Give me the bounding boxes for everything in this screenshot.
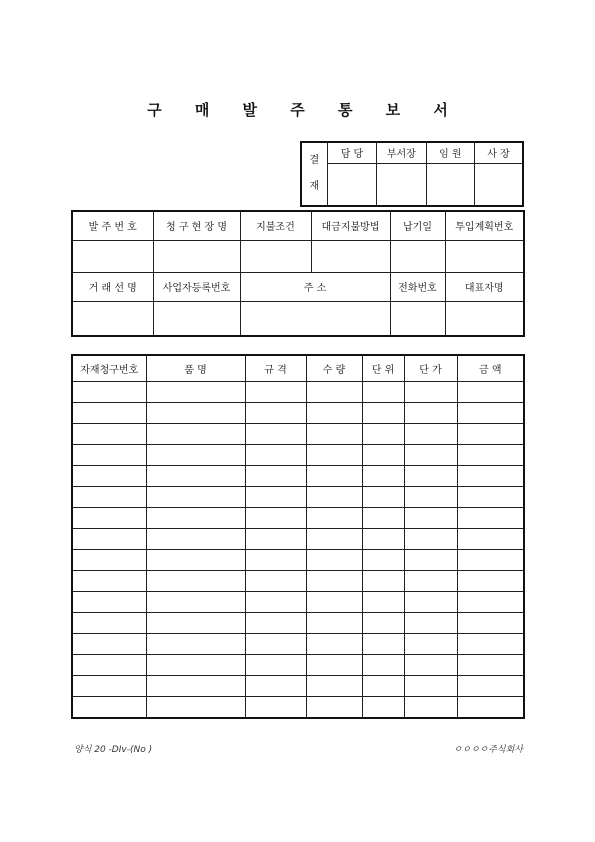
table-cell[interactable] <box>245 508 306 529</box>
approval-sign-staff[interactable] <box>327 163 376 206</box>
col-item-name: 품 명 <box>146 355 245 382</box>
vendor-name-label: 거 래 선 명 <box>72 272 153 301</box>
table-cell[interactable] <box>306 592 362 613</box>
table-row <box>72 508 524 529</box>
table-cell[interactable] <box>362 655 404 676</box>
table-cell[interactable] <box>362 550 404 571</box>
table-cell[interactable] <box>245 466 306 487</box>
representative-field[interactable] <box>445 301 524 336</box>
table-cell[interactable] <box>245 571 306 592</box>
table-cell[interactable] <box>245 592 306 613</box>
business-reg-field[interactable] <box>153 301 240 336</box>
table-cell[interactable] <box>306 508 362 529</box>
table-row <box>72 445 524 466</box>
table-cell[interactable] <box>362 676 404 697</box>
table-cell[interactable] <box>146 634 245 655</box>
table-cell[interactable] <box>306 571 362 592</box>
table-cell[interactable] <box>245 634 306 655</box>
form-code: 양식 20 -DIv-(No ) <box>74 745 153 755</box>
table-cell[interactable] <box>457 487 524 508</box>
table-row <box>72 424 524 445</box>
col-unit-price: 단 가 <box>404 355 457 382</box>
table-cell[interactable] <box>404 592 457 613</box>
table-cell[interactable] <box>245 424 306 445</box>
table-cell[interactable] <box>404 487 457 508</box>
approval-header-president: 사 장 <box>475 142 523 163</box>
table-cell[interactable] <box>72 592 146 613</box>
table-cell[interactable] <box>404 382 457 403</box>
table-cell[interactable] <box>146 571 245 592</box>
table-cell[interactable] <box>404 529 457 550</box>
table-cell[interactable] <box>362 382 404 403</box>
table-cell[interactable] <box>72 550 146 571</box>
payment-method-label: 대금지불방법 <box>311 211 390 240</box>
table-cell[interactable] <box>306 424 362 445</box>
table-cell[interactable] <box>146 487 245 508</box>
table-cell[interactable] <box>146 403 245 424</box>
table-cell[interactable] <box>146 655 245 676</box>
table-cell[interactable] <box>457 634 524 655</box>
payment-method-field[interactable] <box>311 240 390 272</box>
table-cell[interactable] <box>404 403 457 424</box>
table-cell[interactable] <box>245 613 306 634</box>
table-cell[interactable] <box>457 613 524 634</box>
table-row <box>72 550 524 571</box>
order-number-field[interactable] <box>72 240 153 272</box>
table-row <box>72 487 524 508</box>
table-cell[interactable] <box>72 487 146 508</box>
approval-side-label: 결 재 <box>301 142 327 206</box>
table-cell[interactable] <box>362 634 404 655</box>
address-field[interactable] <box>240 301 390 336</box>
table-cell[interactable] <box>245 655 306 676</box>
table-cell[interactable] <box>146 466 245 487</box>
table-cell[interactable] <box>404 613 457 634</box>
table-cell[interactable] <box>404 634 457 655</box>
company-name: ㅇㅇㅇㅇ주식회사 <box>453 745 523 755</box>
table-cell[interactable] <box>306 445 362 466</box>
table-cell[interactable] <box>306 613 362 634</box>
table-cell[interactable] <box>245 529 306 550</box>
approval-header-staff: 담 당 <box>327 142 376 163</box>
table-cell[interactable] <box>146 508 245 529</box>
phone-field[interactable] <box>390 301 445 336</box>
table-cell[interactable] <box>457 382 524 403</box>
approval-sign-executive[interactable] <box>426 163 474 206</box>
table-cell[interactable] <box>362 487 404 508</box>
table-cell[interactable] <box>306 676 362 697</box>
table-cell[interactable] <box>72 445 146 466</box>
approval-header-manager: 부서장 <box>377 142 426 163</box>
table-cell[interactable] <box>457 445 524 466</box>
site-name-label: 청 구 현 장 명 <box>153 211 240 240</box>
table-cell[interactable] <box>457 403 524 424</box>
table-cell[interactable] <box>146 592 245 613</box>
table-cell[interactable] <box>404 445 457 466</box>
col-request-number: 자재청구번호 <box>72 355 146 382</box>
approval-header-executive: 임 원 <box>426 142 474 163</box>
table-cell[interactable] <box>362 697 404 719</box>
table-cell[interactable] <box>245 697 306 719</box>
table-cell[interactable] <box>306 634 362 655</box>
payment-terms-label: 지불조건 <box>240 211 311 240</box>
col-spec: 규 격 <box>245 355 306 382</box>
table-cell[interactable] <box>404 466 457 487</box>
table-cell[interactable] <box>404 508 457 529</box>
business-reg-label: 사업자등록번호 <box>153 272 240 301</box>
table-cell[interactable] <box>72 697 146 719</box>
table-cell[interactable] <box>306 697 362 719</box>
plan-number-field[interactable] <box>445 240 524 272</box>
table-cell[interactable] <box>245 550 306 571</box>
table-cell[interactable] <box>245 382 306 403</box>
table-cell[interactable] <box>362 529 404 550</box>
table-cell[interactable] <box>362 466 404 487</box>
table-cell[interactable] <box>306 403 362 424</box>
table-cell[interactable] <box>457 508 524 529</box>
table-cell[interactable] <box>72 655 146 676</box>
table-row <box>72 676 524 697</box>
payment-terms-field[interactable] <box>240 240 311 272</box>
table-cell[interactable] <box>457 424 524 445</box>
table-cell[interactable] <box>404 697 457 719</box>
table-cell[interactable] <box>457 655 524 676</box>
approval-sign-manager[interactable] <box>377 163 426 206</box>
table-cell[interactable] <box>146 613 245 634</box>
table-cell[interactable] <box>457 676 524 697</box>
table-cell[interactable] <box>404 571 457 592</box>
table-cell[interactable] <box>457 550 524 571</box>
table-row <box>72 592 524 613</box>
col-quantity: 수 량 <box>306 355 362 382</box>
plan-number-label: 투입계획번호 <box>445 211 524 240</box>
table-cell[interactable] <box>245 445 306 466</box>
site-name-field[interactable] <box>153 240 240 272</box>
table-cell[interactable] <box>146 424 245 445</box>
table-cell[interactable] <box>72 529 146 550</box>
table-cell[interactable] <box>362 613 404 634</box>
table-cell[interactable] <box>306 529 362 550</box>
representative-label: 대표자명 <box>445 272 524 301</box>
table-cell[interactable] <box>362 508 404 529</box>
table-cell[interactable] <box>306 466 362 487</box>
table-cell[interactable] <box>146 382 245 403</box>
table-cell[interactable] <box>457 466 524 487</box>
table-cell[interactable] <box>72 613 146 634</box>
table-cell[interactable] <box>362 592 404 613</box>
table-cell[interactable] <box>146 676 245 697</box>
table-cell[interactable] <box>362 424 404 445</box>
table-cell[interactable] <box>146 529 245 550</box>
table-cell[interactable] <box>72 382 146 403</box>
table-cell[interactable] <box>362 403 404 424</box>
table-cell[interactable] <box>72 508 146 529</box>
address-label: 주 소 <box>240 272 390 301</box>
phone-label: 전화번호 <box>390 272 445 301</box>
table-cell[interactable] <box>146 550 245 571</box>
items-table <box>71 354 525 719</box>
table-cell[interactable] <box>362 571 404 592</box>
table-cell[interactable] <box>306 550 362 571</box>
table-cell[interactable] <box>306 655 362 676</box>
vendor-name-field[interactable] <box>72 301 153 336</box>
table-cell[interactable] <box>457 592 524 613</box>
items-header-row <box>72 355 524 382</box>
table-row <box>72 403 524 424</box>
col-unit: 단 위 <box>362 355 404 382</box>
col-amount: 금 액 <box>457 355 524 382</box>
table-cell[interactable] <box>72 634 146 655</box>
order-number-label: 발 주 번 호 <box>72 211 153 240</box>
table-row <box>72 634 524 655</box>
table-row <box>72 382 524 403</box>
order-info-table <box>71 210 525 337</box>
table-cell[interactable] <box>457 571 524 592</box>
delivery-date-field[interactable] <box>390 240 445 272</box>
table-cell[interactable] <box>404 655 457 676</box>
table-cell[interactable] <box>457 529 524 550</box>
table-cell[interactable] <box>457 697 524 719</box>
table-cell[interactable] <box>306 487 362 508</box>
table-cell[interactable] <box>404 424 457 445</box>
approval-box <box>300 141 524 207</box>
table-cell[interactable] <box>306 382 362 403</box>
approval-sign-president[interactable] <box>475 163 523 206</box>
table-cell[interactable] <box>362 445 404 466</box>
table-cell[interactable] <box>245 403 306 424</box>
delivery-date-label: 납기일 <box>390 211 445 240</box>
table-row <box>72 613 524 634</box>
table-cell[interactable] <box>72 466 146 487</box>
table-row <box>72 697 524 719</box>
table-cell[interactable] <box>245 487 306 508</box>
table-row <box>72 529 524 550</box>
table-row <box>72 571 524 592</box>
table-cell[interactable] <box>245 676 306 697</box>
table-cell[interactable] <box>146 697 245 719</box>
table-cell[interactable] <box>146 445 245 466</box>
page-title: 구 매 발 주 통 보 서 <box>147 101 462 119</box>
table-cell[interactable] <box>72 403 146 424</box>
table-cell[interactable] <box>72 676 146 697</box>
table-cell[interactable] <box>404 676 457 697</box>
table-row <box>72 655 524 676</box>
table-cell[interactable] <box>404 550 457 571</box>
table-cell[interactable] <box>72 571 146 592</box>
table-row <box>72 466 524 487</box>
table-cell[interactable] <box>72 424 146 445</box>
